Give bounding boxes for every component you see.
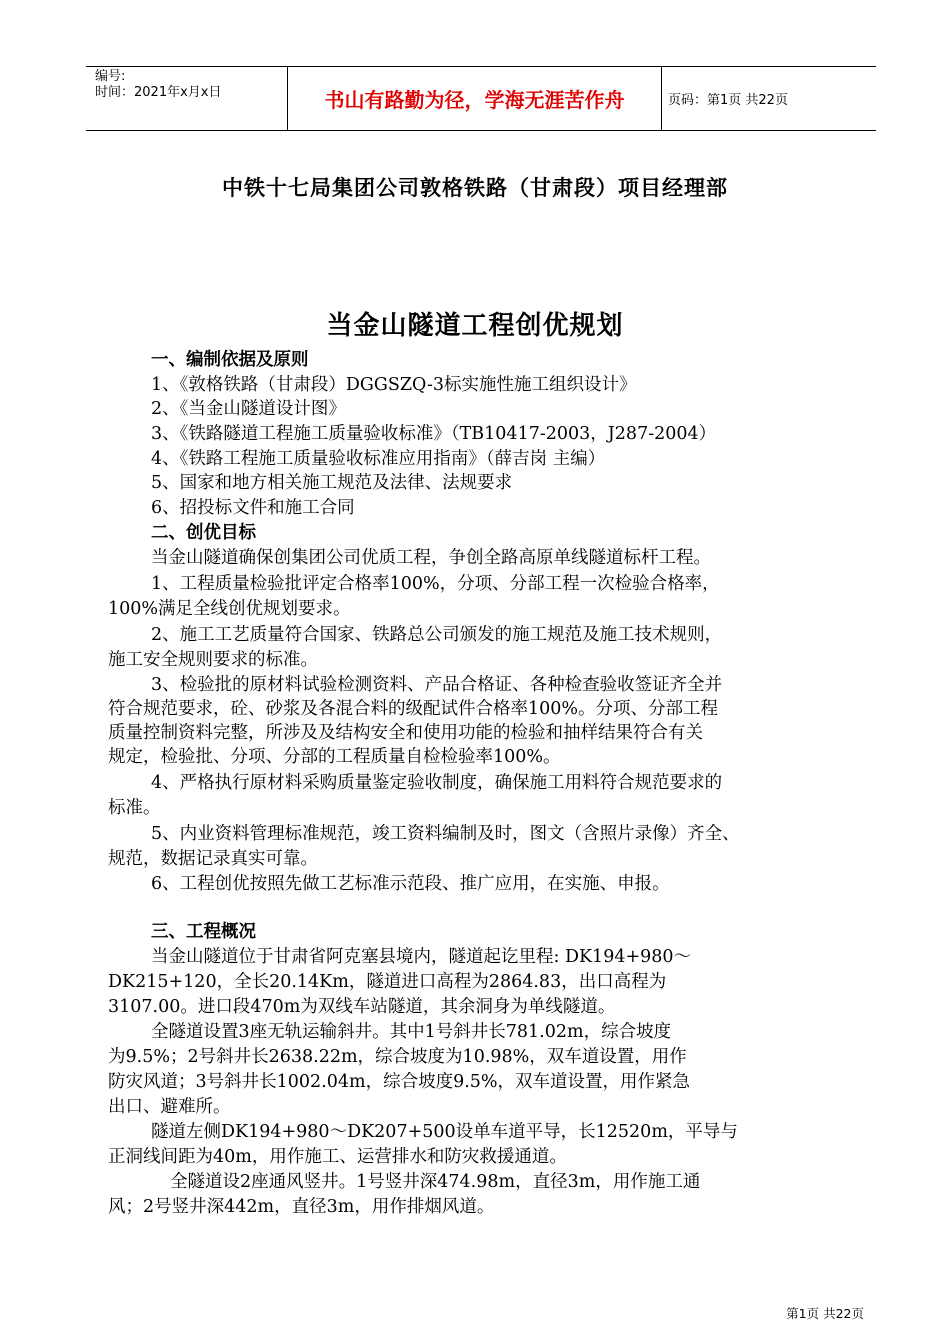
header-table: [86, 66, 876, 131]
basis-item: 2、《当金山隧道设计图》: [151, 399, 346, 419]
goal-line: 符合规范要求，砼、砂浆及各混合料的级配试件合格率100%。分项、分部工程: [108, 699, 719, 719]
overview-line: 全隧道设置3座无轨运输斜井。其中1号斜井长781.02m，综合坡度: [151, 1022, 672, 1042]
header-motto: 书山有路勤为径，学海无涯苦作舟: [288, 67, 662, 130]
goal-line: 5、内业资料管理标准规范，竣工资料编制及时，图文（含照片录像）齐全、: [151, 824, 740, 844]
section-heading-1: 一、编制依据及原则: [151, 350, 309, 370]
doc-time-label: 时间：2021年x月x日: [95, 85, 222, 100]
overview-line: 隧道左侧DK194+980～DK207+500设单车道平导，长12520m，平导与: [151, 1122, 738, 1142]
goal-line: 质量控制资料完整，所涉及及结构安全和使用功能的检验和抽样结果符合有关: [108, 723, 703, 743]
section-heading-2: 二、创优目标: [151, 523, 256, 543]
goal-line: 100%满足全线创优规划要求。: [108, 599, 351, 619]
overview-line: 出口、避难所。: [108, 1097, 231, 1117]
basis-item: 1、《敦格铁路（甘肃段）DGGSZQ-3标实施性施工组织设计》: [151, 375, 637, 395]
basis-item: 5、国家和地方相关施工规范及法律、法规要求: [151, 473, 513, 493]
goal-line: 1、工程质量检验批评定合格率100%，分项、分部工程一次检验合格率，: [151, 574, 720, 594]
goal-line: 4、严格执行原材料采购质量鉴定验收制度，确保施工用料符合规范要求的: [151, 773, 723, 793]
overview-line: 全隧道设2座通风竖井。1号竖井深474.98m，直径3m，用作施工通: [170, 1172, 701, 1192]
overview-line: 正洞线间距为40m，用作施工、运营排水和防灾救援通道。: [108, 1147, 567, 1167]
goal-line: 6、工程创优按照先做工艺标准示范段、推广应用，在实施、申报。: [151, 874, 670, 894]
overview-line: 为9.5%；2号斜井长2638.22m，综合坡度为10.98%，双车道设置，用作: [108, 1047, 687, 1067]
basis-item: 3、《铁路隧道工程施工质量验收标准》（TB10417-2003，J287-2004）: [151, 424, 717, 444]
header-meta-cell: [86, 67, 288, 130]
basis-item: 4、《铁路工程施工质量验收标准应用指南》（薛吉岗 主编）: [151, 449, 606, 469]
header-page-info: 页码：第1页 共22页: [668, 93, 788, 108]
basis-item: 6、招投标文件和施工合同: [151, 498, 355, 518]
page-footer: 第1页 共22页: [786, 1306, 864, 1321]
goal-line: 规范，数据记录真实可靠。: [108, 849, 318, 869]
document-title: 当金山隧道工程创优规划: [326, 311, 624, 341]
goal-line: 当金山隧道确保创集团公司优质工程，争创全路高原单线隧道标杆工程。: [151, 548, 711, 568]
overview-line: DK215+120，全长20.14Km，隧道进口高程为2864.83，出口高程为: [108, 972, 667, 992]
overview-line: 当金山隧道位于甘肃省阿克塞县境内，隧道起讫里程: DK194+980～: [151, 947, 692, 967]
doc-number-label: 编号:: [95, 69, 126, 84]
overview-line: 防灾风道；3号斜井长1002.04m，综合坡度9.5%，双车道设置，用作紧急: [108, 1072, 691, 1092]
organization-title: 中铁十七局集团公司敦格铁路（甘肃段）项目经理部: [222, 176, 728, 200]
overview-line: 风；2号竖井深442m，直径3m，用作排烟风道。: [108, 1197, 495, 1217]
section-heading-3: 三、工程概况: [151, 922, 256, 942]
goal-line: 施工安全规则要求的标准。: [108, 650, 318, 670]
goal-line: 3、检验批的原材料试验检测资料、产品合格证、各种检查验收签证齐全并: [151, 675, 723, 695]
goal-line: 标准。: [108, 798, 161, 818]
goal-line: 2、施工工艺质量符合国家、铁路总公司颁发的施工规范及施工技术规则，: [151, 625, 723, 645]
overview-line: 3107.00。进口段470m为双线车站隧道，其余洞身为单线隧道。: [108, 997, 616, 1017]
goal-line: 规定，检验批、分项、分部的工程质量自检检验率100%。: [108, 747, 561, 767]
